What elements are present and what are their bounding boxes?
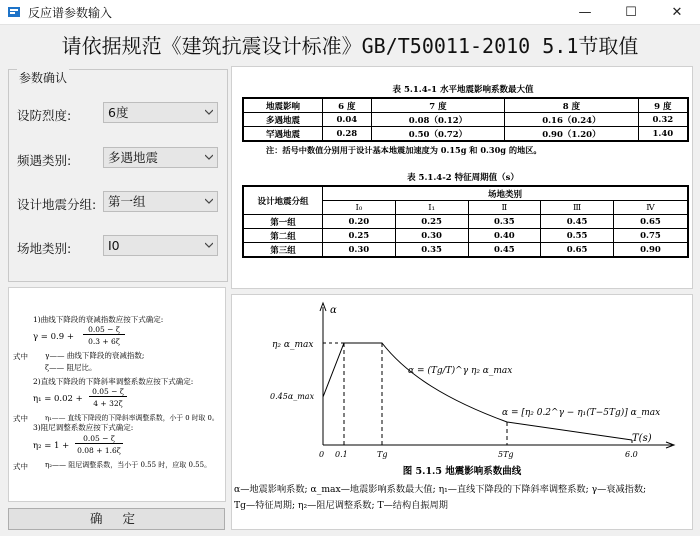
table-cell: 0.50（0.72）	[371, 127, 504, 142]
curve-formula-label: α = (Tg/T)^γ η₂ α_max	[408, 366, 513, 376]
tick-0: 0	[319, 450, 325, 459]
design-group-select[interactable]	[103, 191, 218, 212]
figure-legend-line1: α—地震影响系数; α_max—地震影响系数最大值; η₁—直线下降段的下降斜率调整系数; γ—衰减指数;	[234, 484, 647, 495]
table-row	[243, 113, 688, 127]
table1-caption: 表 5.1.4-1 水平地震影响系数最大值	[392, 85, 534, 95]
table-row	[243, 127, 688, 142]
table-cell: 0.30	[323, 243, 396, 258]
table-header: 9 度	[638, 98, 688, 113]
tick-5tg: 5Tg	[498, 450, 514, 459]
table-cell: 0.20	[323, 215, 396, 229]
spectrum-curve	[323, 343, 632, 440]
y-axis-label: α	[330, 305, 337, 316]
title-bar	[0, 0, 700, 25]
max-label: η₂ α_max	[272, 340, 314, 350]
figure-legend-line2: Tg—特征周期; η₂—阻尼调整系数; T—结构自振周期	[234, 500, 448, 511]
formula2-numerator: 0.05 − ζ	[89, 387, 127, 397]
formula1-desc2: ζ—— 阻尼比。	[45, 363, 97, 372]
characteristic-period-table	[242, 185, 689, 258]
formula1-numerator: 0.05 − ζ	[83, 325, 125, 335]
fortification-intensity-label: 设防烈度:	[17, 108, 72, 123]
fortification-intensity-value: 6度	[108, 105, 129, 120]
formula2-denominator: 4 + 32ζ	[93, 399, 123, 408]
formula3-title: 3)阻尼调整系数应按下式确定:	[33, 423, 134, 432]
table-row	[243, 98, 688, 113]
table-cell: 1.40	[638, 127, 688, 142]
spectrum-figure-panel	[231, 294, 693, 530]
table-cell: 第一组	[243, 215, 323, 229]
figure-caption: 图 5.1.5 地震影响系数曲线	[402, 466, 522, 477]
formula3-where: 式中	[13, 462, 28, 471]
params-group	[8, 69, 228, 282]
table-header: 地震影响	[243, 98, 323, 113]
formula2-title: 2)直线下降段的下降斜率调整系数应按下式确定:	[33, 377, 194, 386]
table-cell: 0.45	[468, 243, 541, 258]
table-row	[243, 229, 688, 243]
close-button[interactable]: ✕	[671, 4, 683, 20]
formula3-desc: η₂—— 阻尼调整系数，当小于 0.55 时，应取 0.55。	[45, 461, 212, 469]
line-formula-label: α = [η₂ 0.2^γ − η₁(T−5Tg)] α_max	[502, 408, 661, 418]
table-header: 8 度	[505, 98, 638, 113]
frequency-category-value: 多遇地震	[108, 150, 159, 165]
ok-button[interactable]: 确 定	[8, 508, 225, 530]
formula2-desc: η₁—— 直线下降段的下降斜率调整系数，小于 0 时取 0。	[45, 414, 219, 422]
app-icon	[7, 5, 21, 19]
table-cell: 0.25	[323, 229, 396, 243]
table-cell: 0.65	[541, 243, 614, 258]
max-influence-table	[242, 97, 689, 142]
formula3-numerator: 0.05 − ζ	[75, 434, 123, 444]
fortification-intensity-select[interactable]	[103, 102, 218, 123]
table-header: I₀	[323, 201, 396, 215]
formula3-lhs: η₂ = 1 +	[33, 441, 70, 451]
formula1-denominator: 0.3 + 6ζ	[88, 337, 120, 346]
table-cell: 0.65	[614, 215, 689, 229]
table-header: 6 度	[323, 98, 372, 113]
table-header: Ⅳ	[614, 201, 689, 215]
table-cell: 罕遇地震	[243, 127, 323, 142]
table-cell: 第三组	[243, 243, 323, 258]
minimize-button[interactable]: —	[578, 4, 592, 20]
table-header: I₁	[395, 201, 468, 215]
formula-panel	[8, 287, 226, 502]
table-cell: 0.55	[541, 229, 614, 243]
table-cell: 0.30	[395, 229, 468, 243]
point45-label: 0.45α_max	[270, 392, 315, 401]
table-row	[243, 186, 688, 201]
tick-6: 6.0	[625, 450, 638, 459]
table-cell: 0.25	[395, 215, 468, 229]
table-cell: 0.35	[468, 215, 541, 229]
table-header: Ⅲ	[541, 201, 614, 215]
frequency-category-select[interactable]	[103, 147, 218, 168]
formula1-title: 1)曲线下降段的衰减指数应按下式确定:	[33, 315, 164, 324]
spectrum-curve-diagram	[232, 295, 692, 465]
chevron-down-icon	[205, 241, 213, 249]
formula1-lhs: γ = 0.9 +	[33, 332, 74, 342]
design-group-label: 设计地震分组:	[17, 197, 97, 212]
frequency-category-label: 频遇类别:	[17, 153, 72, 168]
table-header: 设计地震分组	[243, 186, 323, 215]
table-cell: 0.04	[323, 113, 372, 127]
table-cell: 第二组	[243, 229, 323, 243]
table1-note: 注：括号中数值分别用于设计基本地震加速度为 0.15g 和 0.30g 的地区。	[266, 145, 542, 155]
chevron-down-icon	[205, 108, 213, 116]
table-cell: 0.32	[638, 113, 688, 127]
params-group-title: 参数确认	[19, 71, 68, 85]
window-title: 反应谱参数输入	[28, 6, 113, 20]
formula1-desc1: γ—— 曲线下降段的衰减指数;	[45, 351, 145, 360]
table-cell: 0.08（0.12）	[371, 113, 504, 127]
x-axis-label: T(s)	[632, 433, 652, 444]
table-cell: 多遇地震	[243, 113, 323, 127]
site-class-label: 场地类别:	[17, 241, 72, 256]
table2-caption: 表 5.1.4-2 特征周期值（s）	[407, 173, 519, 183]
site-class-value: I0	[108, 238, 120, 253]
formula1-where: 式中	[13, 352, 28, 361]
tables-panel	[231, 66, 693, 289]
table-cell: 0.28	[323, 127, 372, 142]
maximize-button[interactable]: ☐	[625, 4, 637, 20]
page-heading: 请依据规范《建筑抗震设计标准》GB/T50011-2010 5.1节取值	[61, 34, 639, 58]
table-cell: 0.45	[541, 215, 614, 229]
chevron-down-icon	[205, 197, 213, 205]
site-class-select[interactable]	[103, 235, 218, 256]
table-header: 7 度	[371, 98, 504, 113]
formula2-lhs: η₁ = 0.02 +	[33, 394, 83, 404]
table-header: 场地类别	[323, 186, 689, 201]
formula3-denominator: 0.08 + 1.6ζ	[77, 446, 121, 455]
tick-tg: Tg	[377, 450, 388, 459]
table-cell: 0.16（0.24）	[505, 113, 638, 127]
table-row	[243, 215, 688, 229]
table-cell: 0.75	[614, 229, 689, 243]
tick-01: 0.1	[335, 450, 348, 459]
formula2-where: 式中	[13, 414, 28, 423]
table-cell: 0.40	[468, 229, 541, 243]
table-row	[243, 243, 688, 258]
table-cell: 0.90（1.20）	[505, 127, 638, 142]
chevron-down-icon	[205, 153, 213, 161]
table-cell: 0.35	[395, 243, 468, 258]
table-header: Ⅱ	[468, 201, 541, 215]
design-group-value: 第一组	[108, 194, 146, 209]
table-cell: 0.90	[614, 243, 689, 258]
